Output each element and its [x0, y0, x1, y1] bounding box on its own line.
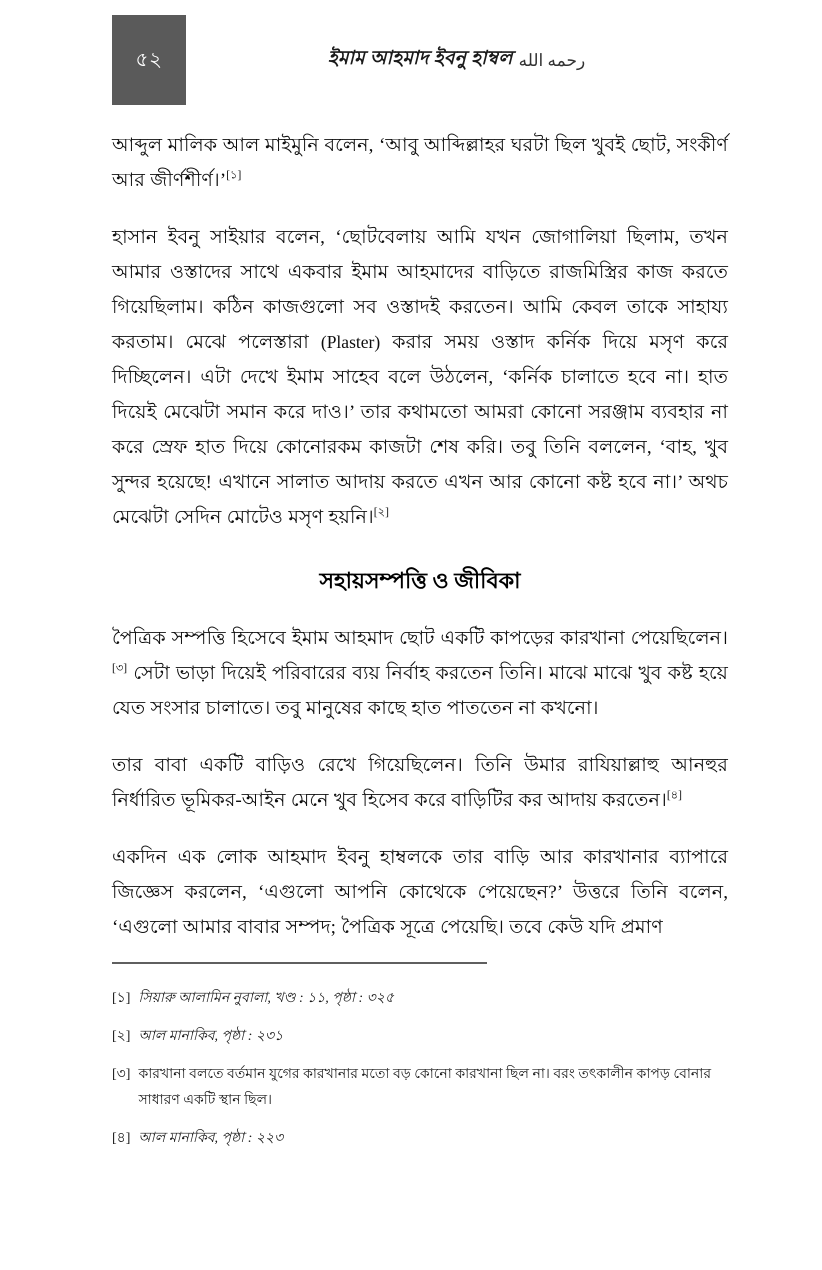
paragraph-5-text: একদিন এক লোক আহমাদ ইবনু হাম্বলকে তার বাড়ি আর কারখানার ব্যাপারে জিজ্ঞেস করলেন, ‘এগুলো আপনি কোথেকে পেয়েছেন?’ উত্তরে তিনি বলেন, ‘এগুলো আমার বাবার সম্পদ; পৈত্রিক সূত্রে পেয়েছি। তবে কেউ যদি প্রমাণ [112, 847, 728, 938]
paragraph-4 [112, 748, 728, 818]
section-heading: সহায়সম্পত্তি ও জীবিকা [319, 568, 521, 593]
body-text-column [112, 128, 728, 945]
paragraph-2-text-before: হাসান ইবনু সাইয়ার বলেন, ‘ছোটবেলায় আমি যখন জোগালিয়া ছিলাম, তখন আমার ওস্তাদের সাথে একবার ইমাম আহমাদের বাড়িতে রাজমিস্ত্রির কাজ করতে গিয়েছিলাম। কঠিন কাজগুলো সব ওস্তাদই করতেন। আমি কেবল তাকে সাহায্য করতাম। মেঝে পলেস্তারা [112, 227, 728, 353]
footnote-marker-2: [২] [112, 1029, 131, 1044]
page-number: ৫২ [135, 49, 163, 71]
footnote-separator-rule [112, 962, 487, 964]
footnote-marker-3: [৩] [112, 1067, 131, 1082]
paragraph-3 [112, 621, 728, 726]
paragraph-4-text: তার বাবা একটি বাড়িও রেখে গিয়েছিলেন। তিনি উমার রাযিয়াল্লাহু আনহুর নির্ধারিত ভূমিকর-আইন মেনে খুব হিসেব করে বাড়িটির কর আদায় করতেন। [112, 755, 728, 811]
paragraph-1 [112, 128, 728, 198]
page-number-box [112, 15, 186, 105]
footnote-ref-4[interactable]: [৪] [666, 789, 682, 802]
paragraph-2-text-after: করার সময় ওস্তাদ কর্নিক দিয়ে মসৃণ করে দিচ্ছিলেন। এটা দেখে ইমাম সাহেব বলে উঠলেন, ‘কর্নিক চালাতে হবে না। হাত দিয়েই মেঝেটা সমান করে দাও।’ তার কথামতো আমরা কোনো সরঞ্জাম ব্যবহার না করে স্রেফ হাত দিয়ে কোনোরকম কাজটা শেষ করি। তবু তিনি বললেন, ‘বাহ, খুব সুন্দর হয়েছে! এখানে সালাত আদায় করতে এখন আর কোনো কষ্ট হবে না।’ অথচ মেঝেটা সেদিন মোটেও মসৃণ হয়নি। [112, 332, 728, 528]
footnotes-area [112, 962, 728, 1152]
footnote-ref-2[interactable]: [২] [373, 506, 389, 519]
footnote-ref-3[interactable]: [৩] [112, 662, 128, 675]
paragraph-2 [112, 220, 728, 535]
footnote-text-1: সিয়ারু আলামিন নুবালা, খণ্ড : ১১, পৃষ্ঠা : ৩২৫ [138, 991, 394, 1006]
running-title [186, 15, 727, 105]
footnote-item-4 [112, 1126, 728, 1152]
paragraph-1-text: আব্দুল মালিক আল মাইমুনি বলেন, ‘আবু আব্দিল্লাহর ঘরটা ছিল খুবই ছোট, সংকীর্ণ আর জীর্ণশীর্ণ।’ [112, 135, 728, 191]
footnote-text-3: কারখানা বলতে বর্তমান যুগের কারখানার মতো বড় কোনো কারখানা ছিল না। বরং তৎকালীন কাপড় বোনার সাধারণ একটি স্থান ছিল। [138, 1067, 712, 1108]
paragraph-3-text-a: পৈত্রিক সম্পত্তি হিসেবে ইমাম আহমাদ ছোট একটি কাপড়ের কারখানা পেয়েছিলেন। [112, 628, 728, 649]
footnote-marker-1: [১] [112, 991, 131, 1006]
latin-term-plaster: (Plaster) [320, 332, 381, 352]
running-title-text: ইমাম আহমাদ ইবনু হাম্বল [327, 48, 513, 69]
footnote-item-2 [112, 1024, 728, 1050]
footnote-item-1 [112, 986, 728, 1012]
footnote-marker-4: [৪] [112, 1131, 131, 1146]
paragraph-5 [112, 840, 728, 945]
footnote-text-2: আল মানাকিব, পৃষ্ঠা : ২৩১ [138, 1029, 284, 1044]
honorific-icon: رحمه الله [518, 51, 586, 70]
footnote-ref-1[interactable]: [১] [226, 169, 242, 182]
footnote-text-4: আল মানাকিব, পৃষ্ঠা : ২২৩ [138, 1131, 284, 1146]
paragraph-3-text-b: সেটা ভাড়া দিয়েই পরিবারের ব্যয় নির্বাহ করতেন তিনি। মাঝে মাঝে খুব কষ্ট হয়ে যেত সংসার চালাতে। তবু মানুষের কাছে হাত পাততেন না কখনো। [112, 663, 728, 719]
footnote-item-3 [112, 1062, 728, 1114]
page-header [112, 15, 727, 105]
